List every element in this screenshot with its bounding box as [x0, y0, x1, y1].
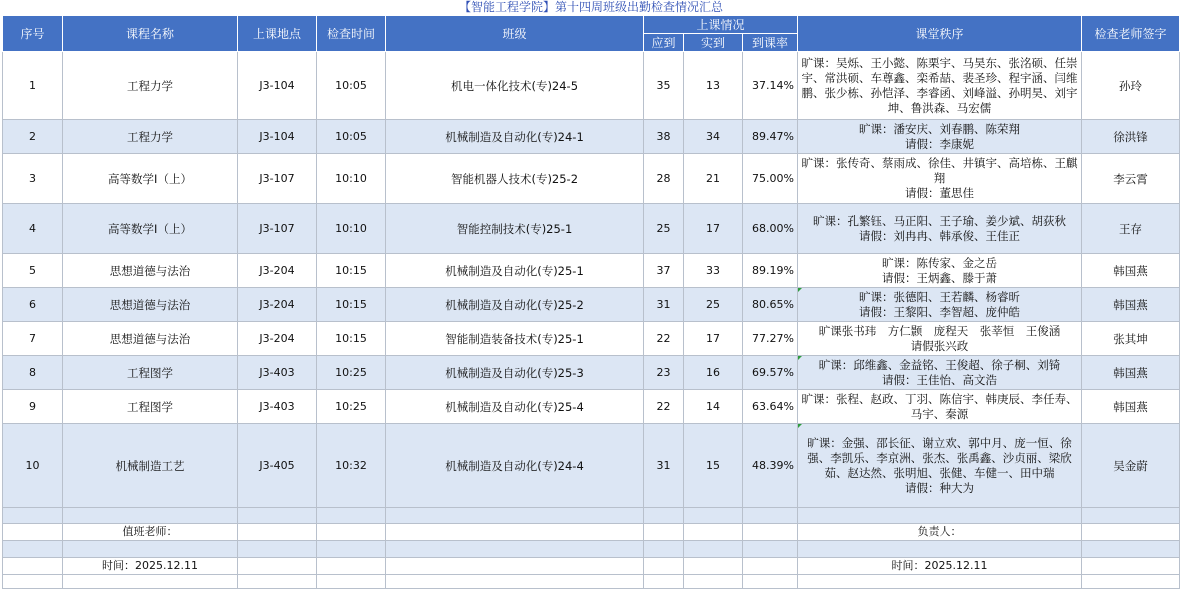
row-seq-cell[interactable]: 4	[3, 204, 63, 254]
empty-cell[interactable]	[684, 541, 743, 558]
leave-list: 请假：种大为	[905, 480, 974, 495]
attendance-table	[2, 15, 1180, 589]
row-time-cell[interactable]: 10:15	[317, 288, 386, 322]
row-order-cell[interactable]	[798, 204, 1082, 254]
empty-cell[interactable]	[743, 558, 798, 575]
row-room-cell[interactable]: J3-204	[238, 288, 317, 322]
leave-list: 请假：李康妮	[905, 136, 974, 151]
row-time-cell[interactable]: 10:10	[317, 204, 386, 254]
row-class-cell[interactable]: 机械制造及自动化(专)25-1	[386, 254, 644, 288]
row-course-cell[interactable]: 工程图学	[63, 390, 238, 424]
row-rate-cell[interactable]: 63.64%	[743, 390, 798, 424]
empty-cell[interactable]	[1082, 524, 1180, 541]
absent-list: 旷课：张传奇、蔡雨成、徐佳、井镇宇、高培栋、王麒翔	[801, 156, 1078, 185]
row-teacher-cell[interactable]: 韩国燕	[1082, 356, 1180, 390]
empty-cell[interactable]	[386, 558, 644, 575]
empty-cell[interactable]	[743, 508, 798, 524]
row-room-cell[interactable]: J3-204	[238, 254, 317, 288]
header-class[interactable]: 班级	[386, 16, 644, 52]
empty-cell[interactable]	[1082, 541, 1180, 558]
row-seq-cell[interactable]: 6	[3, 288, 63, 322]
absent-list: 旷课：张程、赵政、丁羽、陈信宇、韩庚辰、李任寿、马宇、秦源	[801, 391, 1078, 421]
empty-cell[interactable]	[743, 575, 798, 589]
left-time[interactable]: 时间：2025.12.11	[63, 558, 238, 575]
header-time[interactable]: 检查时间	[317, 16, 386, 52]
empty-cell[interactable]	[63, 575, 238, 589]
row-actual-cell[interactable]: 33	[684, 254, 743, 288]
absent-list: 旷课张书玮 方仁颢 庞程天 张莘恒 王俊涵	[818, 323, 1061, 338]
header-actual[interactable]: 实到	[684, 34, 743, 52]
empty-cell[interactable]	[684, 508, 743, 524]
leave-list: 请假：王佳怡、高文浩	[882, 372, 997, 387]
row-class-cell[interactable]: 机械制造及自动化(专)25-4	[386, 390, 644, 424]
row-seq-cell[interactable]: 5	[3, 254, 63, 288]
row-rate-cell[interactable]: 75.00%	[743, 154, 798, 204]
empty-cell[interactable]	[3, 524, 63, 541]
row-course-cell[interactable]: 高等数学Ⅰ（上）	[63, 204, 238, 254]
row-rate-cell[interactable]: 69.57%	[743, 356, 798, 390]
header-rate[interactable]: 到课率	[743, 34, 798, 52]
empty-cell[interactable]	[63, 508, 238, 524]
row-order-cell[interactable]	[798, 52, 1082, 120]
row-class-cell[interactable]: 智能控制技术(专)25-1	[386, 204, 644, 254]
table-row	[3, 204, 1180, 254]
comment-marker-icon	[798, 288, 802, 292]
responsible-label[interactable]: 负责人：	[798, 524, 1082, 541]
table-row	[3, 322, 1180, 356]
row-seq-cell[interactable]: 7	[3, 322, 63, 356]
comment-marker-icon	[798, 424, 802, 428]
absent-list: 旷课：吴烁、王小懿、陈栗宇、马昊东、张洺硕、任崇宇、常洪硕、车尊鑫、栾希喆、裴圣珍、程宇涵、闫维鹏、张少栋、孙恺泽、李睿函、刘峰溢、孙明昊、刘宇坤、鲁洪森、马宏儒	[801, 55, 1078, 115]
table-row	[3, 52, 1180, 120]
row-class-cell[interactable]: 机械制造及自动化(专)24-1	[386, 120, 644, 154]
row-course-cell[interactable]: 高等数学Ⅰ（上）	[63, 154, 238, 204]
leave-list: 请假：刘冉冉、韩承俊、王佳正	[859, 228, 1020, 243]
empty-cell[interactable]	[743, 541, 798, 558]
sheet-title: 【智能工程学院】第十四周班级出勤检查情况汇总	[458, 0, 723, 14]
absent-list: 旷课：陈传家、金之岳	[882, 255, 997, 270]
empty-cell[interactable]	[3, 508, 63, 524]
row-expected-cell[interactable]: 35	[644, 52, 684, 120]
row-order-cell[interactable]	[798, 424, 1082, 508]
empty-cell[interactable]	[798, 508, 1082, 524]
empty-cell[interactable]	[386, 541, 644, 558]
row-teacher-cell[interactable]: 孙玲	[1082, 52, 1180, 120]
header-teacher[interactable]: 检查老师签字	[1082, 16, 1180, 52]
row-actual-cell[interactable]: 17	[684, 322, 743, 356]
header-course[interactable]: 课程名称	[63, 16, 238, 52]
header-seq[interactable]: 序号	[3, 16, 63, 52]
row-order-cell[interactable]	[798, 154, 1082, 204]
row-class-cell[interactable]: 机械制造及自动化(专)25-2	[386, 288, 644, 322]
duty-teacher-label[interactable]: 值班老师：	[63, 524, 238, 541]
row-expected-cell[interactable]: 37	[644, 254, 684, 288]
row-rate-cell[interactable]: 37.14%	[743, 52, 798, 120]
row-order-cell[interactable]	[798, 120, 1082, 154]
empty-cell[interactable]	[238, 508, 317, 524]
empty-cell[interactable]	[317, 575, 386, 589]
row-room-cell[interactable]: J3-104	[238, 120, 317, 154]
row-teacher-cell[interactable]: 徐洪锋	[1082, 120, 1180, 154]
empty-cell[interactable]	[1082, 575, 1180, 589]
empty-cell[interactable]	[644, 558, 684, 575]
row-course-cell[interactable]: 工程图学	[63, 356, 238, 390]
absent-list: 旷课：潘安庆、刘春鹏、陈荣翔	[859, 121, 1020, 136]
row-time-cell[interactable]: 10:32	[317, 424, 386, 508]
row-room-cell[interactable]: J3-107	[238, 204, 317, 254]
row-course-cell[interactable]: 思想道德与法治	[63, 322, 238, 356]
empty-cell[interactable]	[386, 575, 644, 589]
row-seq-cell[interactable]: 10	[3, 424, 63, 508]
row-time-cell[interactable]: 10:15	[317, 322, 386, 356]
empty-cell[interactable]	[1082, 508, 1180, 524]
row-class-cell[interactable]: 机械制造及自动化(专)24-4	[386, 424, 644, 508]
empty-cell[interactable]	[238, 558, 317, 575]
row-order-cell[interactable]	[798, 390, 1082, 424]
empty-cell[interactable]	[684, 575, 743, 589]
comment-marker-icon	[798, 356, 802, 360]
row-time-cell[interactable]: 10:25	[317, 390, 386, 424]
empty-cell[interactable]	[798, 541, 1082, 558]
empty-cell[interactable]	[238, 524, 317, 541]
empty-cell[interactable]	[238, 575, 317, 589]
row-room-cell[interactable]: J3-405	[238, 424, 317, 508]
empty-cell[interactable]	[684, 524, 743, 541]
row-time-cell[interactable]: 10:15	[317, 254, 386, 288]
row-actual-cell[interactable]: 16	[684, 356, 743, 390]
row-rate-cell[interactable]: 80.65%	[743, 288, 798, 322]
row-expected-cell[interactable]: 31	[644, 288, 684, 322]
row-time-cell[interactable]: 10:25	[317, 356, 386, 390]
row-time-cell[interactable]: 10:10	[317, 154, 386, 204]
row-course-cell[interactable]: 思想道德与法治	[63, 288, 238, 322]
row-room-cell[interactable]: J3-403	[238, 390, 317, 424]
absent-list: 旷课：邱维鑫、金益铭、王俊超、徐子桐、刘锜	[818, 357, 1061, 372]
row-seq-cell[interactable]: 2	[3, 120, 63, 154]
table-row	[3, 120, 1180, 154]
empty-cell[interactable]	[1082, 558, 1180, 575]
empty-cell[interactable]	[644, 524, 684, 541]
row-rate-cell[interactable]: 89.47%	[743, 120, 798, 154]
header-order[interactable]: 课堂秩序	[798, 16, 1082, 52]
empty-cell[interactable]	[644, 541, 684, 558]
row-order-cell[interactable]	[798, 288, 1082, 322]
table-row	[3, 424, 1180, 508]
row-teacher-cell[interactable]: 李云霄	[1082, 154, 1180, 204]
row-rate-cell[interactable]: 89.19%	[743, 254, 798, 288]
empty-cell[interactable]	[317, 508, 386, 524]
row-actual-cell[interactable]: 13	[684, 52, 743, 120]
leave-list: 请假张兴政	[910, 338, 969, 353]
row-room-cell[interactable]: J3-104	[238, 52, 317, 120]
row-expected-cell[interactable]: 28	[644, 154, 684, 204]
right-time[interactable]: 时间：2025.12.11	[798, 558, 1082, 575]
empty-cell[interactable]	[317, 524, 386, 541]
row-teacher-cell[interactable]: 韩国燕	[1082, 254, 1180, 288]
row-order-cell[interactable]	[798, 356, 1082, 390]
row-rate-cell[interactable]: 48.39%	[743, 424, 798, 508]
empty-cell[interactable]	[317, 558, 386, 575]
row-room-cell[interactable]: J3-107	[238, 154, 317, 204]
empty-cell[interactable]	[3, 558, 63, 575]
row-actual-cell[interactable]: 34	[684, 120, 743, 154]
empty-cell[interactable]	[644, 575, 684, 589]
empty-cell[interactable]	[3, 541, 63, 558]
leave-list: 请假：王炳鑫、滕于萧	[882, 270, 997, 285]
table-row	[3, 390, 1180, 424]
row-seq-cell[interactable]: 1	[3, 52, 63, 120]
row-order-cell[interactable]	[798, 322, 1082, 356]
row-expected-cell[interactable]: 25	[644, 204, 684, 254]
row-expected-cell[interactable]: 22	[644, 390, 684, 424]
row-actual-cell[interactable]: 14	[684, 390, 743, 424]
row-time-cell[interactable]: 10:05	[317, 120, 386, 154]
row-course-cell[interactable]: 工程力学	[63, 120, 238, 154]
row-seq-cell[interactable]: 3	[3, 154, 63, 204]
leave-list: 请假：董思佳	[905, 186, 974, 200]
row-teacher-cell[interactable]: 吴金蔚	[1082, 424, 1180, 508]
row-actual-cell[interactable]: 15	[684, 424, 743, 508]
header-room[interactable]: 上课地点	[238, 16, 317, 52]
row-teacher-cell[interactable]: 张其坤	[1082, 322, 1180, 356]
row-room-cell[interactable]: J3-204	[238, 322, 317, 356]
table-row	[3, 254, 1180, 288]
empty-cell[interactable]	[798, 575, 1082, 589]
header-expected[interactable]: 应到	[644, 34, 684, 52]
empty-cell[interactable]	[743, 524, 798, 541]
empty-cell[interactable]	[63, 541, 238, 558]
row-course-cell[interactable]: 机械制造工艺	[63, 424, 238, 508]
row-course-cell[interactable]: 思想道德与法治	[63, 254, 238, 288]
table-row	[3, 154, 1180, 204]
row-course-cell[interactable]: 工程力学	[63, 52, 238, 120]
row-expected-cell[interactable]: 23	[644, 356, 684, 390]
empty-cell[interactable]	[317, 541, 386, 558]
header-attendance[interactable]: 上课情况	[644, 16, 798, 34]
row-seq-cell[interactable]: 8	[3, 356, 63, 390]
row-teacher-cell[interactable]: 韩国燕	[1082, 288, 1180, 322]
empty-cell[interactable]	[386, 524, 644, 541]
row-expected-cell[interactable]: 22	[644, 322, 684, 356]
row-actual-cell[interactable]: 17	[684, 204, 743, 254]
row-actual-cell[interactable]: 25	[684, 288, 743, 322]
row-class-cell[interactable]: 智能机器人技术(专)25-2	[386, 154, 644, 204]
empty-cell[interactable]	[238, 541, 317, 558]
row-teacher-cell[interactable]: 韩国燕	[1082, 390, 1180, 424]
row-class-cell[interactable]: 机电一体化技术(专)24-5	[386, 52, 644, 120]
table-row	[3, 288, 1180, 322]
row-class-cell[interactable]: 智能制造装备技术(专)25-1	[386, 322, 644, 356]
leave-list: 请假：王黎阳、李智超、庞仲皓	[859, 304, 1020, 319]
row-room-cell[interactable]: J3-403	[238, 356, 317, 390]
absent-list: 旷课：孔繁钰、马正阳、王子瑜、姜少斌、胡荻秋	[813, 213, 1066, 228]
table-row	[3, 356, 1180, 390]
row-teacher-cell[interactable]: 王存	[1082, 204, 1180, 254]
empty-cell[interactable]	[386, 508, 644, 524]
row-seq-cell[interactable]: 9	[3, 390, 63, 424]
absent-list: 旷课：金强、邵长征、谢立欢、郭中月、庞一恒、徐强、李凯乐、李京洲、张杰、张禹鑫、沙贞丽、梁欣茹、赵达然、张明旭、张健、车健一、田中瑞	[807, 435, 1072, 480]
row-rate-cell[interactable]: 68.00%	[743, 204, 798, 254]
row-expected-cell[interactable]: 31	[644, 424, 684, 508]
row-order-cell[interactable]	[798, 254, 1082, 288]
absent-list: 旷课：张德阳、王若麟、杨睿昕	[859, 289, 1020, 304]
row-time-cell[interactable]: 10:05	[317, 52, 386, 120]
row-actual-cell[interactable]: 21	[684, 154, 743, 204]
row-rate-cell[interactable]: 77.27%	[743, 322, 798, 356]
empty-cell[interactable]	[644, 508, 684, 524]
empty-cell[interactable]	[684, 558, 743, 575]
row-class-cell[interactable]: 机械制造及自动化(专)25-3	[386, 356, 644, 390]
row-expected-cell[interactable]: 38	[644, 120, 684, 154]
empty-cell[interactable]	[3, 575, 63, 589]
